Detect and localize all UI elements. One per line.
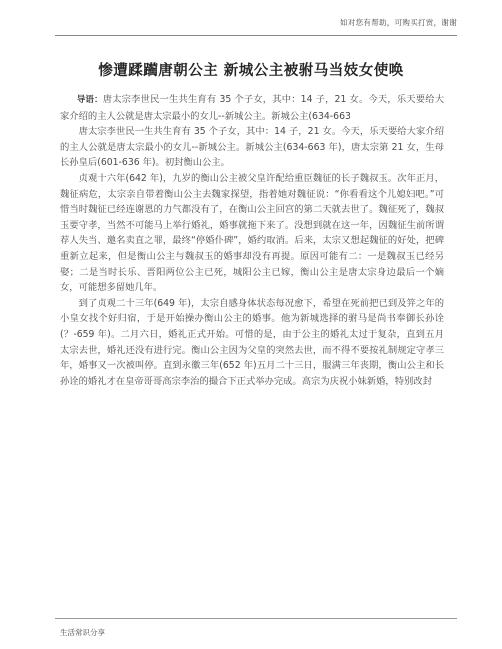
body-paragraph-1: 唐太宗李世民一生共生育有 35 个子女，其中：14 子，21 女。今天，乐天要给大家介绍的主人公就是唐太宗最小的女儿--新城公主。新城公主(634-663 年)，唐太宗第 21 女，生母长孙皇后(601-636 年)。初封衡山公主。 (60, 126, 444, 169)
document-title: 惨遭蹂躏唐朝公主 新城公主被驸马当妓女使唤 (98, 63, 404, 79)
summary-text: 唐太宗李世民一生共生育有 35 个子女，其中：14 子，21 女。今天，乐天要给大家介绍的主人公就是唐太宗最小的女儿--新城公主。新城公主(634-663 (60, 94, 444, 122)
header-note: 如对您有帮助，可购买打赏，谢谢 (340, 18, 457, 27)
summary-label: 导语： (76, 95, 103, 105)
footer-note: 生活常识分享 (60, 628, 105, 637)
header-divider (55, 35, 457, 36)
body-paragraph-2: 贞观十六年(642 年)，九岁的衡山公主被父皇许配给重臣魏征的长子魏叔玉。次年正月，魏征病危，太宗亲自带着衡山公主去魏家探望，指着她对魏征说：“你看看这个儿媳妇吧。”可惜当时魏征已经连谢恩的力气都没有了，在衡山公主回宫的第二天就去世了。魏征死了，魏叔玉要守孝，当然不可能马上举行婚礼，婚事就拖下来了。没想到就在这一年，因魏征生前所谓荐人失当、邀名卖直之罪，最终“停婚仆碑”，婚约取消。后来，太宗又想起魏征的好处，把碑重新立起来，但是衡山公主与魏叔玉的婚事却没有再提。原因可能有二：一是魏叔玉已经另娶；二是当时长乐、晋阳两位公主已死，城阳公主已嫁，衡山公主是唐太宗身边最后一个嫡女，可能想多留她几年。 (60, 172, 444, 294)
summary-paragraph (60, 92, 444, 124)
document-body (60, 92, 444, 389)
body-paragraph-3: 到了贞观二十三年(649 年)，太宗自感身体状态每况愈下，希望在死前把已到及笄之年的小皇女找个好归宿，于是开始操办衡山公主的婚事。他为新城选择的驸马是尚书奉御长孙诠(？-659 年)。二月六日，婚礼正式开始。可惜的是，由于公主的婚礼太过于复杂，直到五月太宗去世，婚礼还没有进行完。衡山公主因为父皇的突然去世，而不得不要按礼制规定守孝三年，婚事又一次被叫停。直到永徽三年(652 年)五月二十三日，服满三年丧期，衡山公主和长孙诠的婚礼才在皇帝哥哥高宗李治的撮合下正式举办完成。高宗为庆祝小妹新婚，特别改封 (60, 297, 444, 387)
footer-divider (55, 618, 457, 619)
